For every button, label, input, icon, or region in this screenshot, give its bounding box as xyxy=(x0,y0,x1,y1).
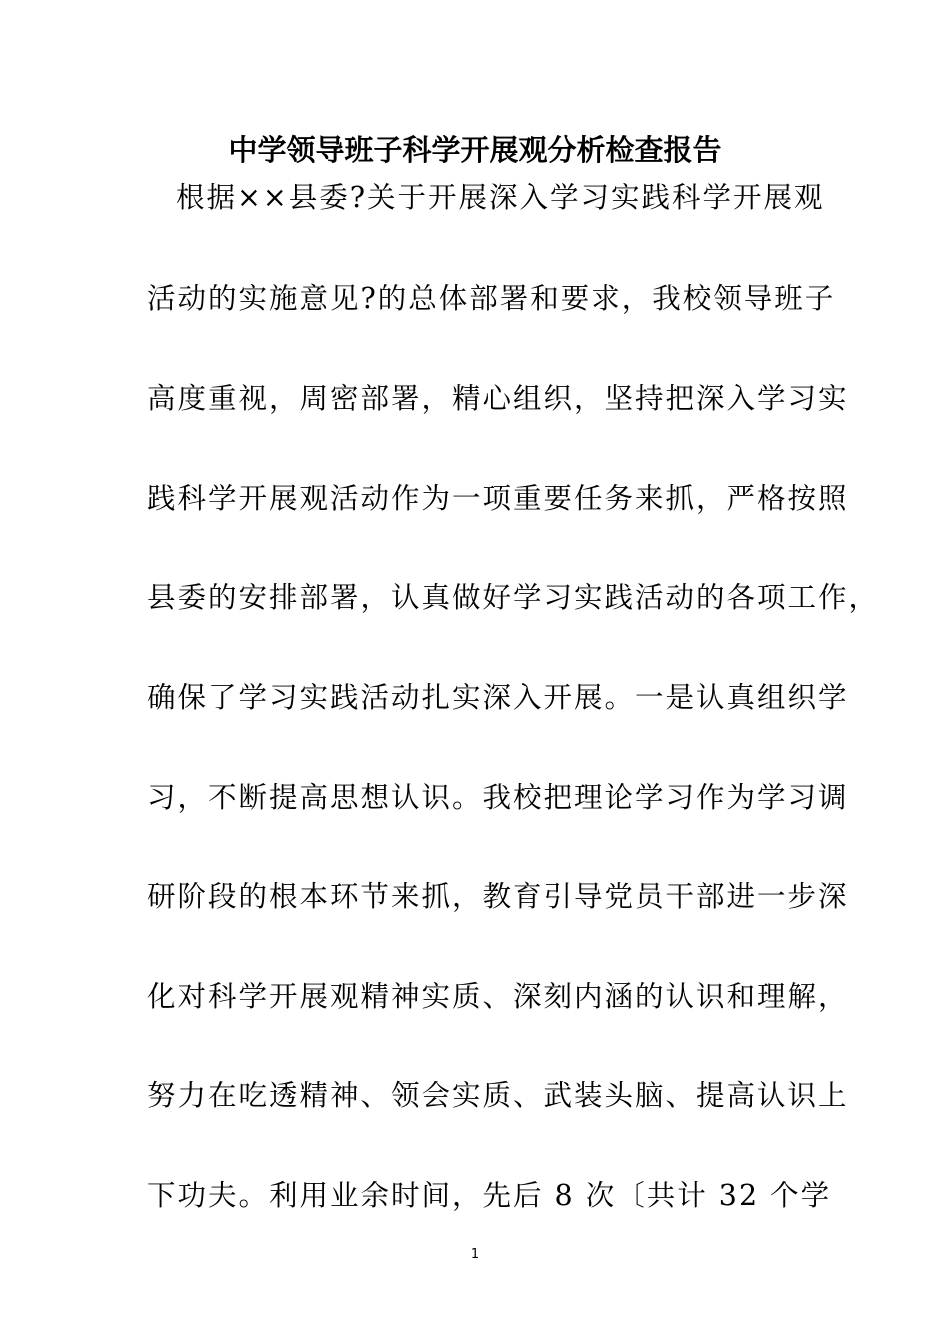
body-text-line: 践科学开展观活动作为一项重要任务来抓，严格按照 xyxy=(147,482,849,515)
body-text-line: 研阶段的根本环节来抓，教育引导党员干部进一步深 xyxy=(147,880,849,913)
body-text-line: 化对科学开展观精神实质、深刻内涵的认识和理解， xyxy=(147,980,849,1013)
body-text-line: 确保了学习实践活动扎实深入开展。一是认真组织学 xyxy=(147,681,849,714)
body-text-line: 县委的安排部署，认真做好学习实践活动的各项工作， xyxy=(147,581,880,614)
body-text-line: 习，不断提高思想认识。我校把理论学习作为学习调 xyxy=(147,781,849,814)
body-text-line: 活动的实施意见?的总体部署和要求，我校领导班子 xyxy=(147,282,836,315)
body-text-line: 根据××县委?关于开展深入学习实践科学开展观 xyxy=(176,181,825,214)
body-text-line: 努力在吃透精神、领会实质、武装头脑、提高认识上 xyxy=(147,1079,849,1112)
body-text-line: 下功夫。利用业余时间，先后 8 次〔共计 32 个学 xyxy=(147,1179,832,1212)
page-number: 1 xyxy=(470,1247,480,1262)
body-text-line: 高度重视，周密部署，精心组织，坚持把深入学习实 xyxy=(147,382,849,415)
document-title: 中学领导班子科学开展观分析检查报告 xyxy=(228,133,722,167)
